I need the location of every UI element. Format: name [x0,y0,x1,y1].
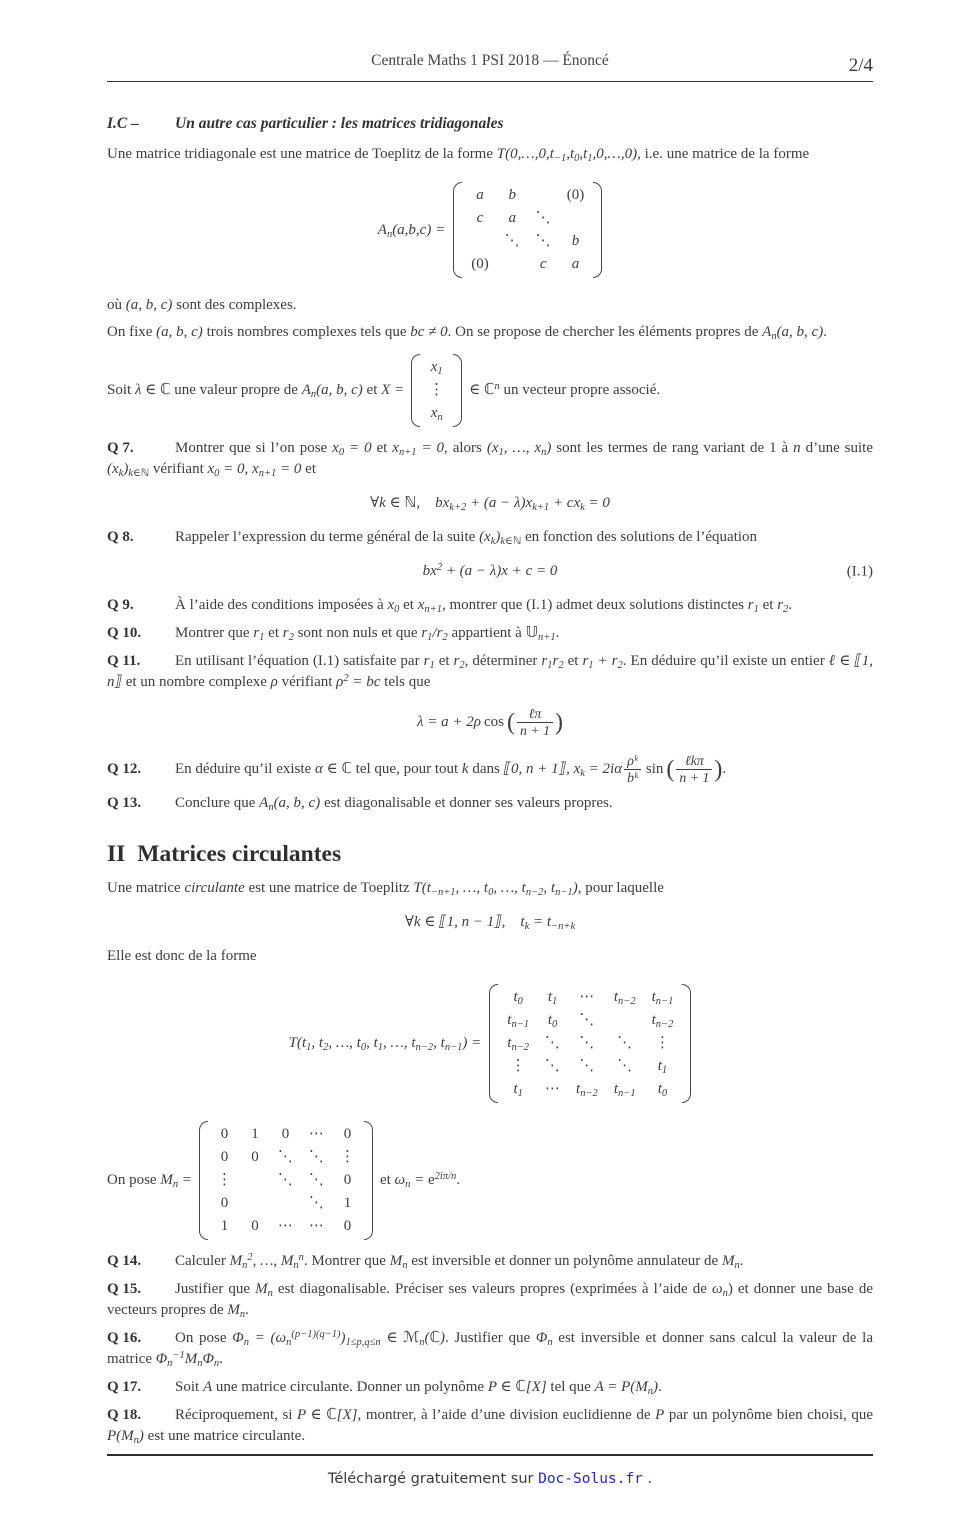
matrix-T-grid [498,983,682,1104]
question-16-label: Q 16. [107,1330,142,1347]
matrix-An [453,181,602,279]
matrix-cell: 0 [281,1126,290,1143]
vector-X [411,353,462,428]
matrix-cell: a [476,187,484,203]
vector-X-grid [420,353,453,428]
right-paren [593,182,602,278]
matrix-cell: (0) [471,256,489,272]
right-paren [453,354,462,427]
eigenvector-text-post: ∈ ℂ$^n$ un vecteur propre associé. [469,380,661,398]
question-8-label: Q 8. [107,529,134,545]
matrix-cell: 1 [251,1126,259,1143]
question-11 [107,651,873,693]
matrix-cell: 0 [220,1149,229,1166]
question-17-text: Soit A une matrice circulante. Donner un polynôme P ∈ ℂ[X] tel que $A = P(M_n)$. [175,1379,662,1398]
left-paren [489,984,498,1103]
question-7-text: Montrer que si l’on pose $x_0 = 0$ et $x_{n+1} = 0$, alors ($x_1$, …, $x_n$) sont les termes de rang variant de 1 à n d’une suite $(x_k)_{k\in ℕ}$ vérifiant $x_0 = 0$, $x_{n+1} = 0$ et [107,440,873,480]
matrix-cell: $x_1$ [430,359,443,378]
paragraph-elle-est: Elle est donc de la forme [107,948,257,965]
paragraph-tridiagonal-intro: Une matrice tridiagonale est une matrice de Toeplitz de la forme $T(0,\dots,0,t_{-1},t_0,t_1,0,\dots,0)$, i.e. une matrice de la forme [107,146,810,165]
question-11-text: En utilisant l’équation (I.1) satisfaite par $r_1$ et $r_2$, déterminer $r_1r_2$ et $r_1 + r_2$. En déduire qu’il existe un entier ℓ ∈ ⟦1, n⟧ et un nombre complexe ρ vérifiant $\rho^2$ = bc tels que [107,653,874,690]
question-7-label: Q 7. [107,440,134,456]
matrix-cell: $t_1$ [513,1081,523,1100]
question-13-text: Conclure que $A_n(a$, b, c) est diagonalisable et donner ses valeurs propres. [175,795,613,814]
question-8 [107,527,873,548]
matrix-cell: a [571,256,580,272]
matrix-cell: c [476,210,484,226]
left-paren [453,182,462,278]
matrix-cell: ⋱ [308,1149,324,1166]
left-paren [411,354,420,427]
question-17 [107,1377,873,1398]
display-tk-relation: ∀k ∈ ⟦1, n − 1⟧, $t_k = t_{-n+k}$ [404,914,576,933]
matrix-cell: $t_{n-2}$ [613,989,636,1008]
matrix-cell: 0 [251,1218,259,1235]
display-matrix-An [107,181,873,279]
doc-solus-link[interactable]: Doc-Solus.fr [538,1471,643,1488]
matrix-cell: $t_{n-1}$ [613,1081,636,1100]
matrix-Mn [199,1120,373,1241]
matrix-Mn-grid [208,1120,364,1241]
section-ii-heading [107,840,873,868]
matrix-cell: $t_0$ [657,1081,668,1100]
question-16-text: On pose $\Phi_n = (\omega_n^{(p-1)(q-1)})_{1\le p,q\le n}$ ∈ ℳ$_n$(ℂ). Justifier que $\Phi_n$ est inversible et donner sans calcul la valeur de la matrice $\Phi_n^{-1}M_n\Phi_n$. [107,1328,874,1370]
question-14-label: Q 14. [107,1253,142,1270]
Mn-text-post: et $\omega_n = e^{2i\pi/n}$. [379,1170,461,1191]
section-ic-title: Un autre cas particulier : les matrices tridiagonales [175,115,504,132]
matrix-cell: 0 [220,1195,229,1212]
matrix-cell: 0 [343,1172,352,1189]
matrix-cell: ⋮ [429,382,445,398]
question-18-text: Réciproquement, si P ∈ ℂ[X], montrer, à l’aide d’une division euclidienne de P par un polynôme bien choisi, que $P(M_n)$ est une matrice circulante. [107,1407,873,1447]
question-11-label: Q 11. [107,653,141,669]
matrix-cell: ⋮ [339,1149,355,1166]
question-16 [107,1328,873,1370]
section-ic-heading [107,113,873,134]
question-7 [107,438,873,480]
matrix-cell: c [539,256,547,272]
matrix-cell: ⋱ [504,233,520,249]
matrix-cell: 1 [343,1195,352,1212]
paragraph-eigenvector [107,353,873,428]
section-ic-number: I.C – [107,115,139,132]
question-9-text: À l’aide des conditions imposées à $x_0$ et $x_{n+1}$, montrer que (I.1) admet deux solutions distinctes $r_1$ et $r_2$. [175,597,793,616]
matrix-cell: 0 [343,1218,352,1235]
matrix-cell: ⋱ [277,1149,293,1166]
equation-I1: $bx^2 + (a - \lambda)x + c = 0$ [422,561,558,579]
matrix-cell: 0 [220,1126,229,1143]
matrix-cell: ⋮ [510,1058,526,1075]
question-8-text: Rappeler l’expression du terme général de la suite $(x_k)_{k\in ℕ}$ en fonction des solutions de l’équation [175,529,758,548]
matrix-cell: $t_{n-1}$ [651,989,674,1008]
matrix-cell: $t_1$ [547,989,558,1008]
question-9 [107,595,873,616]
page-number: 2/4 [848,55,873,76]
matrix-An-label: $A_n(a,b,c)$ = [377,221,446,240]
left-paren [199,1121,208,1240]
matrix-cell: ⋮ [654,1035,670,1052]
question-18 [107,1405,873,1447]
matrix-cell: (0) [566,187,585,203]
matrix-cell: a [508,210,516,226]
matrix-cell: ⋯ [277,1218,293,1235]
matrix-cell: $t_0$ [547,1012,558,1031]
matrix-cell: ⋱ [617,1035,633,1052]
question-15-text: Justifier que $M_n$ est diagonalisable. Préciser ses valeurs propres (exprimées à l’aide de $\omega_n$) et donner une base de vecteurs propres de $M_n$. [107,1281,874,1321]
matrix-cell: $t_{n-1}$ [507,1012,530,1031]
matrix-T [489,983,691,1104]
matrix-cell: $x_n$ [430,405,443,424]
matrix-cell: $t_1$ [657,1058,668,1077]
question-12-text: En déduire qu’il existe α ∈ ℂ tel que, pour tout k dans ⟦0, n + 1⟧, $x_k = 2i\alpha$ $\frac{\text{ρᵏ}}{\text{bᵏ}}$ sin ( $\frac{\text{ℓkπ}}{n + 1}$ ). [175,752,727,785]
footer-prefix: Téléchargé gratuitement sur [327,1471,539,1488]
matrix-T-label: $T(t_1$, $t_2$, …, $t_0$, $t_1$, …, $t_{n-2}$, $t_{n-1}$) = [288,1035,482,1054]
question-13 [107,793,873,814]
matrix-cell: b [508,187,516,203]
question-18-label: Q 18. [107,1407,142,1424]
paragraph-circulante-intro: Une matrice circulante est une matrice de Toeplitz $T(t_{-n+1}$, …, $t_0$, …, $t_{n-2}$, $t_{n-1}$), pour laquelle [107,880,664,899]
paragraph-complexes: où (a, b, c) sont des complexes. [107,297,297,313]
question-10 [107,623,873,644]
question-10-text: Montrer que $r_1$ et $r_2$ sont non nuls et que $r_1/r_2$ appartient à 𝕌$_{n+1}$. [175,625,560,644]
matrix-cell: 1 [220,1218,229,1235]
display-matrix-T [107,983,873,1104]
Mn-text-pre: On pose $M_n$ = [107,1172,192,1191]
section-ii-title: Matrices circulantes [137,841,342,868]
footer-suffix: . [642,1471,653,1488]
display-characteristic-equation [107,561,873,582]
question-9-label: Q 9. [107,597,134,613]
matrix-cell: ⋱ [535,210,551,226]
matrix-cell: ⋯ [308,1218,324,1235]
paragraph-on-fixe: On fixe (a, b, c) trois nombres complexes tels que bc ≠ 0. On se propose de chercher les éléments propres de $A_n(a$, b, c). [107,324,827,343]
matrix-cell: ⋯ [579,989,595,1006]
question-13-label: Q 13. [107,795,142,812]
matrix-cell: ⋱ [579,1035,595,1052]
matrix-cell: ⋱ [277,1172,293,1189]
matrix-cell: $t_{n-2}$ [507,1035,530,1054]
matrix-cell: ⋱ [535,233,551,249]
eigenvector-text-pre: Soit λ ∈ ℂ une valeur propre de $A_n(a$, b, c) et X = [107,382,405,401]
question-15 [107,1279,873,1321]
header-title: Centrale Maths 1 PSI 2018 — Énoncé [371,52,609,69]
matrix-cell: ⋱ [545,1035,561,1052]
right-paren [682,984,691,1103]
matrix-cell: b [571,233,580,249]
matrix-cell: ⋱ [579,1012,595,1029]
matrix-cell: 0 [343,1126,352,1143]
page-header [0,0,980,82]
matrix-cell: ⋮ [216,1172,232,1189]
question-14-text: Calculer $M_n^2$, …, $M_n^n$. Montrer que $M_n$ est inversible et donner un polynôme annulateur de $M_n$. [175,1251,744,1272]
section-ii-number: II [107,841,126,868]
question-14 [107,1251,873,1272]
matrix-An-grid [462,181,593,279]
equation-tag-I1: (I.1) [846,563,873,579]
matrix-cell: $t_{n-2}$ [651,1012,674,1031]
question-10-label: Q 10. [107,625,142,641]
document-body [0,82,980,1454]
question-17-label: Q 17. [107,1379,142,1396]
paragraph-on-pose-Mn [107,1120,873,1241]
question-12-label: Q 12. [107,760,142,777]
matrix-cell: $t_{n-2}$ [576,1081,598,1100]
matrix-cell: ⋱ [308,1195,324,1212]
matrix-cell: ⋱ [308,1172,324,1189]
matrix-cell: ⋯ [545,1081,561,1098]
matrix-cell: 0 [251,1149,259,1166]
display-lambda-formula: λ = a + 2ρ cos ( $\frac{\text{ℓπ}}{n + 1}$ ) [417,706,563,739]
question-15-label: Q 15. [107,1281,142,1298]
footer-text [107,1456,873,1490]
matrix-cell: $t_0$ [513,989,523,1008]
matrix-cell: ⋱ [545,1058,561,1075]
right-paren [364,1121,373,1240]
display-recurrence: ∀k ∈ ℕ, $bx_{k+2} + (a - \lambda)x_{k+1} + cx_k = 0$ [370,495,610,514]
page-footer [0,1454,980,1516]
matrix-cell: ⋱ [617,1058,633,1075]
matrix-cell: ⋯ [308,1126,324,1143]
question-12 [107,753,873,787]
matrix-cell: ⋱ [579,1058,595,1075]
